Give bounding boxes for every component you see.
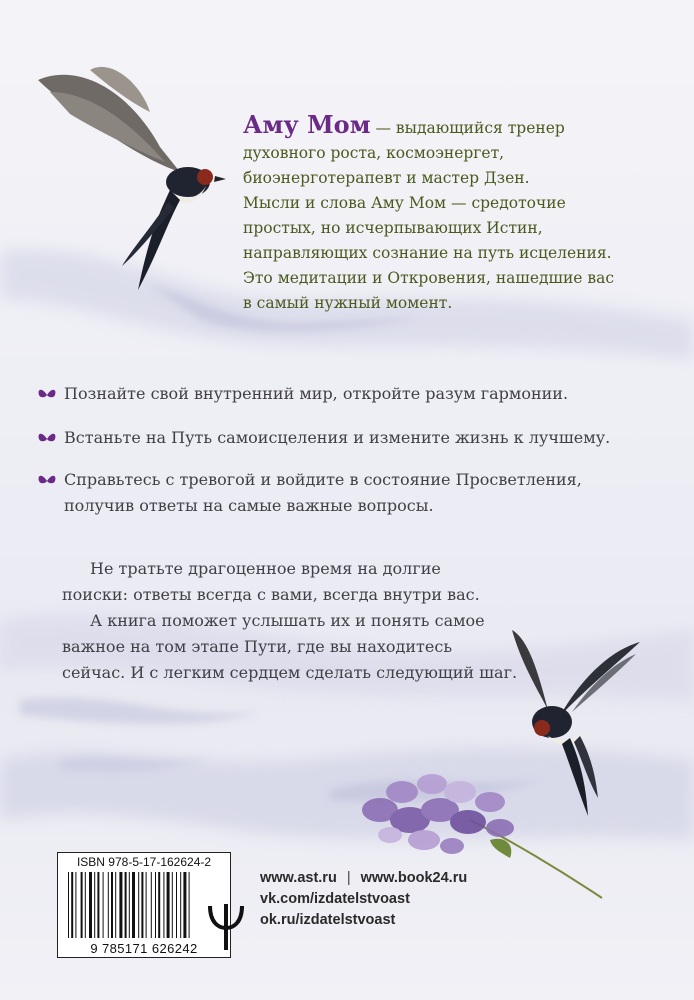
bullet-line: Встаньте на Путь самоисцеления и измените жизнь к лучшему. (64, 428, 611, 447)
bio-line: в самый нужный момент. (243, 294, 453, 312)
bullet-text (64, 425, 676, 451)
bullet-line: получив ответы на самые важные вопросы. (64, 496, 434, 515)
closing-line: Не тратьте драгоценное время на долгие (90, 559, 441, 578)
publisher-links (260, 868, 680, 931)
bio-line: Мысли и слова Аму Мом — средоточие (243, 194, 566, 212)
bullet-line: Справьтесь с тревогой и войдите в состояние Просветления, (64, 470, 582, 489)
butterfly-bullet-icon (36, 429, 58, 447)
bullet-line: Познайте свой внутренний мир, откройте разум гармонии. (64, 384, 569, 403)
swallow-top-illustration (30, 52, 230, 302)
author-bio (243, 112, 683, 316)
bullet-text (64, 467, 676, 519)
bullet-text (64, 381, 676, 407)
butterfly-bullet-icon (36, 471, 58, 489)
bio-line: — выдающийся тренер (370, 119, 565, 137)
bio-line: биоэнерготерапевт и мастер Дзен. (243, 169, 530, 187)
link-book24[interactable]: www.book24.ru (360, 870, 468, 886)
bio-line: Это медитации и Откровения, нашедшие вас (243, 269, 615, 287)
closing-paragraph (62, 556, 522, 686)
closing-line: А книга поможет услышать их и понять самое (90, 611, 485, 630)
barcode-image (66, 872, 222, 940)
butterfly-bullet-icon (36, 385, 58, 403)
link-vk[interactable]: vk.com/izdatelstvoast (260, 891, 410, 907)
bio-line: простых, но исчерпывающих Истин, (243, 219, 543, 237)
isbn-label: ISBN 978-5-17-162624-2 (76, 855, 212, 869)
publisher-logo-icon (204, 900, 248, 952)
link-ok[interactable]: ok.ru/izdatelstvoast (260, 912, 396, 928)
isbn-digits: 9 785171 626242 (90, 941, 198, 956)
link-ast[interactable]: www.ast.ru (260, 870, 337, 886)
bio-line: направляющих сознание на путь исцеления. (243, 244, 612, 262)
link-separator: | (346, 870, 351, 886)
closing-line: важное на том этапе Пути, где вы находитесь (62, 637, 453, 656)
bio-line: духовного роста, космоэнергет, (243, 144, 505, 162)
author-name: Аму Мом (243, 110, 371, 139)
closing-line: сейчас. И с легким сердцем сделать следующий шаг. (62, 663, 518, 682)
closing-line: поиски: ответы всегда с вами, всегда внутри вас. (62, 585, 480, 604)
